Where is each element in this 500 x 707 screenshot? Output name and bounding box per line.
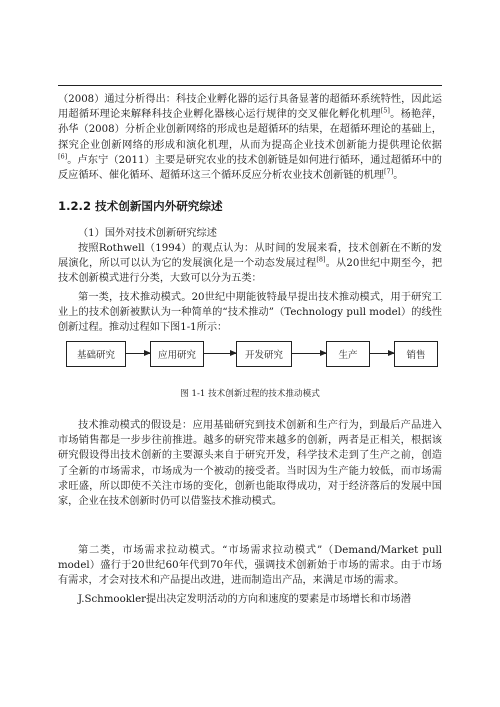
section-heading: 1.2.2 技术创新国内外研究综述 xyxy=(58,199,223,213)
diagram-box-development: 开发研究 xyxy=(236,341,292,367)
diagram-arrow xyxy=(126,353,150,354)
diagram-box-sales: 销售 xyxy=(394,341,438,367)
diagram-box-applied-research: 应用研究 xyxy=(150,341,204,367)
diagram-box-basic-research: 基础研究 xyxy=(66,341,126,367)
header-rule xyxy=(58,85,442,86)
subsection-heading: （1）国外对技术创新研究综述 xyxy=(78,228,217,239)
paragraph-technology-push: 第一类，技术推动模式。20世纪中期能彼特最早提出技术推动模式，用于研究工业上的技术创新被默认为一种简单的“技术推动”（Technology pull model）的线性创新过程。推动过程如下图1-1所示： xyxy=(58,292,442,334)
paragraph-schmookler: J.Schmookler提出决定发明活动的方向和速度的要素是市场增长和市场潜 xyxy=(78,594,411,605)
diagram-arrow xyxy=(204,353,236,354)
paragraph-continuation: （2008）通过分析得出：科技企业孵化器的运行具备显著的超循环系统特性，因此运用超循环理论来解释科技企业孵化器核心运行规律的交叉催化孵化机理[5]。杨艳萍，孙华（2008）分析企业创新网络的形成也是超循环的结果，在超循环理论的基础上，探究企业创新网络的形成和演化机理，从而为提高企业技术创新能力提供理论依据[6]。卢东宁（2011）主要是研究农业的技术创新链是如何进行循环，通过超循环中的反应循环、催化循环、超循环这三个循环反应分析农业技术创新链的机理[7]。 xyxy=(58,94,443,182)
figure-caption: 图 1-1 技术创新过程的技术推动模式 xyxy=(180,389,320,399)
paragraph-rothwell: 按照Rothwell（1994）的观点认为：从时间的发展来看，技术创新在不断的发展演化，所以可以认为它的发展演化是一个动态发展过程[8]。从20世纪中期至今，把技术创新模式进行分类，大致可以分为五类： xyxy=(58,243,443,285)
paragraph-market-pull: 第二类，市场需求拉动模式。“市场需求拉动模式”（Demand/Market pull model）盛行于20世纪60年代到70年代，强调技术创新始于市场的需求。由于市场有需求，才会对技术和产品提出改进，进而制造出产品，来满足市场的需求。 xyxy=(58,545,442,587)
diagram-box-production: 生产 xyxy=(326,341,370,367)
technology-push-diagram xyxy=(66,341,438,371)
diagram-arrow xyxy=(370,353,394,354)
paragraph-push-assumption: 技术推动模式的假设是：应用基础研究到技术创新和生产行为，到最后产品进入市场销售都是一步步往前推进。越多的研究带来越多的创新，两者是正相关，根据该研究假设得出技术创新的主要源头来自于研究开发，科学技术走到了生产之前，创造了全新的市场需求，市场成为一个被动的接受者。当时因为生产能力较低，而市场需求旺盛，所以即使不关注市场的变化，创新也能取得成功，对于经济落后的发展中国家，企业在技术创新时仍可以借鉴技术推动模式。 xyxy=(58,420,442,508)
diagram-arrow xyxy=(292,353,326,354)
